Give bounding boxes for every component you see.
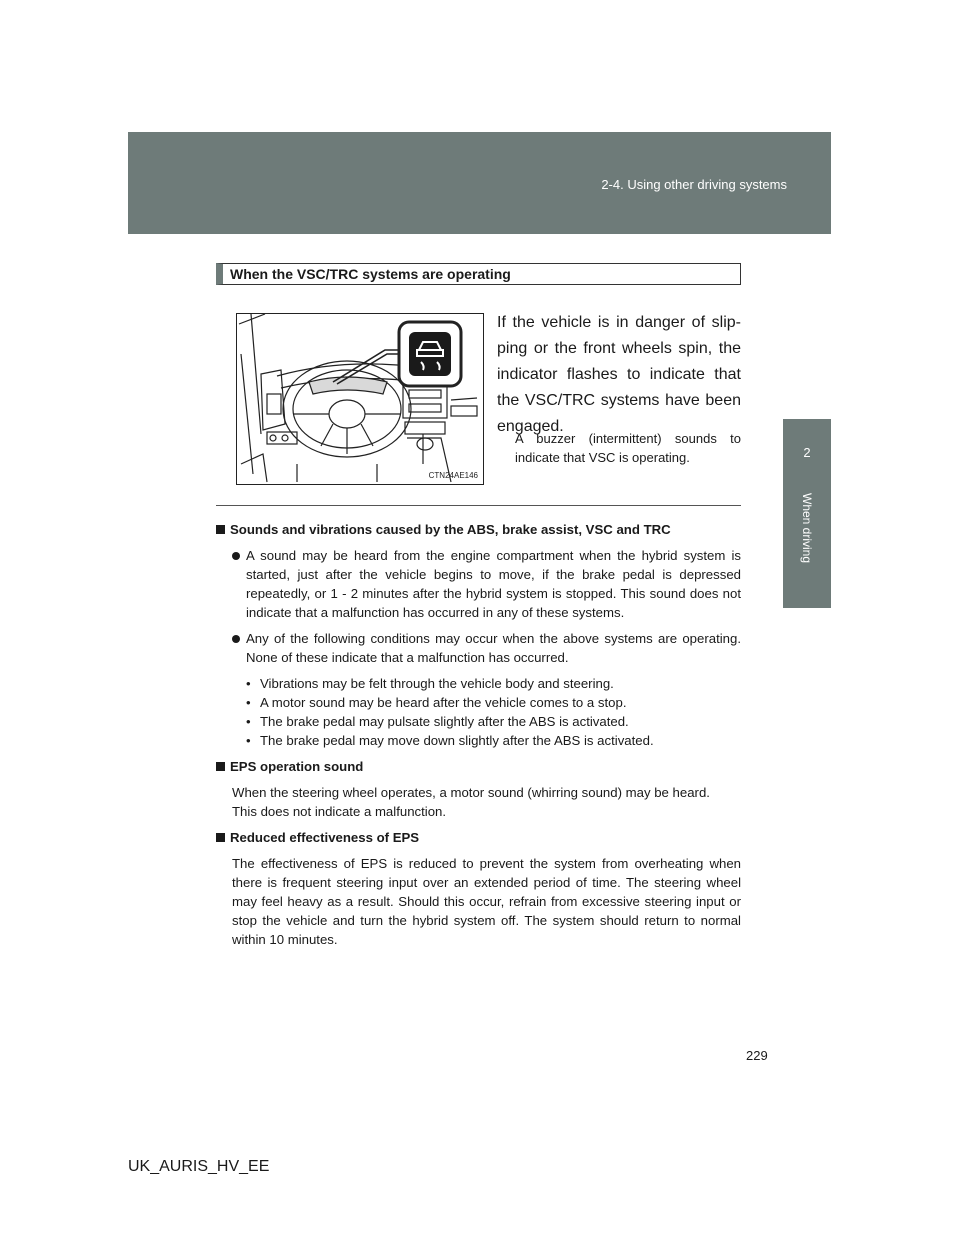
page-number: 229 <box>746 1048 768 1063</box>
topic-heading-text: Sounds and vibrations caused by the ABS, brake assist, VSC and TRC <box>230 522 671 537</box>
topic-heading-eps-sound <box>216 757 741 776</box>
topic-heading-eps-reduced <box>216 828 741 847</box>
buzzer-note: A buzzer (intermittent) sounds to indicate that VSC is operating. <box>515 431 741 465</box>
list-item <box>232 546 741 622</box>
square-bullet-icon <box>216 833 225 842</box>
eps-sound-line: When the steering wheel operates, a motor sound (whirring sound) may be heard. <box>232 785 710 800</box>
chapter-number-tab: 2 <box>783 419 831 487</box>
condition-item: • The brake pedal may move down slightly after the ABS is activated. <box>246 733 654 748</box>
slip-indicator-icon <box>409 332 451 376</box>
topic-heading-text: Reduced effectiveness of EPS <box>230 830 420 845</box>
eps-reduced-text: The effectiveness of EPS is reduced to prevent the system from overheating when there is frequent steering input over an extended period of time. The steering wheel may feel heavy as a result. Should this occur, refrain from excessive steering input or stop the vehicle and turn the hybrid system off. The system should return to normal within 10 minutes. <box>232 856 741 947</box>
eps-sound-line: This does not indicate a malfunction. <box>232 804 447 819</box>
round-bullet-icon <box>232 552 240 560</box>
condition-text: A motor sound may be heard after the vehicle comes to a stop. <box>260 695 627 710</box>
lead-paragraph: If the vehicle is in danger of slip-ping or the front wheels spin, the indicator flashes to indicate that the VSC/TRC systems have been engaged. <box>497 314 741 435</box>
condition-text: Vibrations may be felt through the vehicle body and steering. <box>260 676 614 691</box>
topic-heading-text: EPS operation sound <box>230 759 364 774</box>
dashboard-drawing <box>237 314 483 484</box>
condition-item: • A motor sound may be heard after the vehicle comes to a stop. <box>246 695 627 710</box>
round-bullet-icon <box>232 635 240 643</box>
topic-heading-sounds <box>216 520 741 539</box>
condition-item: • The brake pedal may pulsate slightly after the ABS is activated. <box>246 714 629 729</box>
square-bullet-icon <box>216 525 225 534</box>
chapter-label-tab <box>783 487 831 608</box>
dashboard-illustration <box>236 313 484 485</box>
condition-text: The brake pedal may move down slightly after the ABS is activated. <box>260 733 654 748</box>
section-divider <box>216 505 741 506</box>
condition-list <box>246 674 741 750</box>
section-heading: When the VSC/TRC systems are operating <box>216 263 741 285</box>
illustration-code: CTN24AE146 <box>428 471 478 480</box>
list-item <box>232 629 741 667</box>
chapter-label: When driving <box>800 493 814 564</box>
header-band <box>128 132 831 234</box>
condition-text: The brake pedal may pulsate slightly after the ABS is activated. <box>260 714 629 729</box>
square-bullet-icon <box>216 762 225 771</box>
topic-content <box>216 520 741 956</box>
list-item-text: Any of the following conditions may occur when the above systems are operating. None of these indicate that a malfunction has occurred. <box>246 631 741 665</box>
eps-sound-text <box>232 783 741 821</box>
document-code: UK_AURIS_HV_EE <box>128 1158 270 1175</box>
section-breadcrumb: 2-4. Using other driving systems <box>601 177 787 192</box>
list-item-text: A sound may be heard from the engine compartment when the hybrid system is started, just after the vehicle begins to move, if the brake pedal is depressed repeatedly, or 1 - 2 minutes after the hybrid system is stopped. This sound does not indicate that a malfunction has occurred in any of these systems. <box>246 548 741 620</box>
condition-item: • Vibrations may be felt through the vehicle body and steering. <box>246 676 614 691</box>
